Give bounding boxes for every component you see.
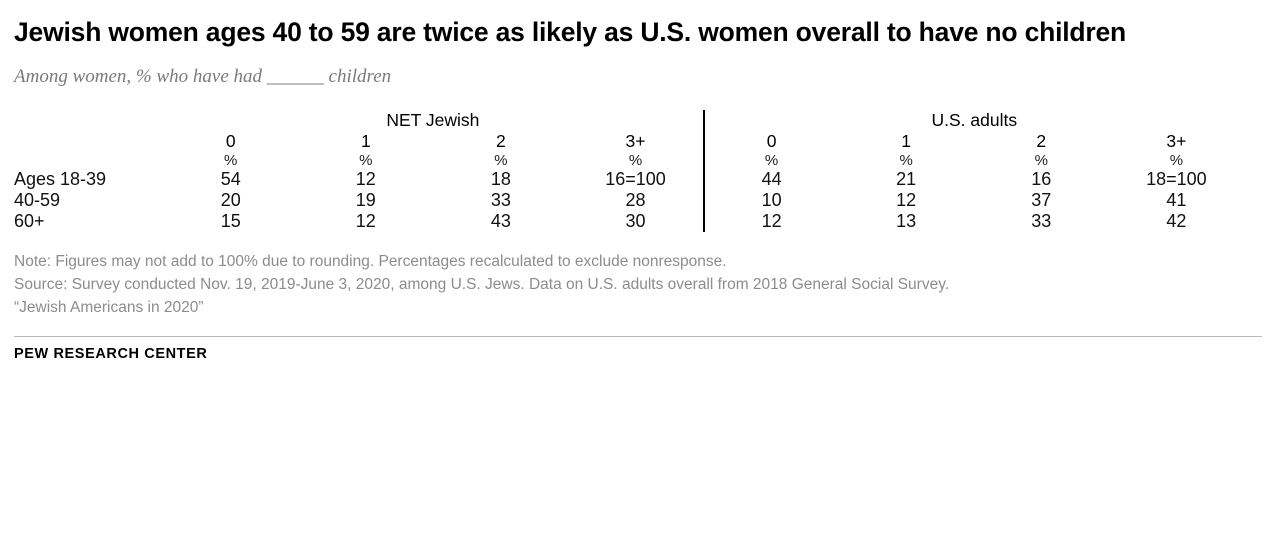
column-header-jewish-1: 1 bbox=[360, 130, 371, 151]
column-header-us-0: 0 bbox=[704, 131, 839, 152]
row-label: 40-59 bbox=[14, 189, 61, 210]
cell-jewish-0: 15 bbox=[220, 210, 241, 231]
cell-us-3plus: 41 bbox=[1166, 189, 1187, 210]
footer-divider bbox=[14, 336, 1262, 337]
chart-notes bbox=[14, 250, 1264, 320]
row-label: 60+ bbox=[14, 210, 45, 231]
row-label-header bbox=[14, 110, 163, 131]
cell-us-0: 10 bbox=[704, 190, 839, 211]
unit-jewish-1: % bbox=[359, 151, 373, 169]
cell-us-2: 33 bbox=[1031, 210, 1052, 231]
cell-us-1: 21 bbox=[896, 168, 917, 189]
unit-blank bbox=[14, 152, 163, 169]
cell-us-0: 12 bbox=[704, 211, 839, 232]
footer-brand: PEW RESEARCH CENTER bbox=[14, 345, 208, 362]
unit-us-3plus: % bbox=[1169, 151, 1184, 169]
column-header-us-2: 2 bbox=[1036, 130, 1047, 151]
group-header-net-jewish: NET Jewish bbox=[386, 109, 480, 130]
cell-jewish-2: 18 bbox=[490, 168, 511, 189]
cell-jewish-2: 43 bbox=[490, 210, 511, 231]
group-header-row bbox=[14, 110, 1244, 131]
note-text: Note: Figures may not add to 100% due to rounding. Percentages recalculated to exclude nonresponse. bbox=[14, 252, 727, 270]
unit-jewish-0: % bbox=[224, 151, 238, 169]
column-header-us-3plus: 3+ bbox=[1166, 130, 1187, 151]
cell-jewish-3plus: 30 bbox=[625, 210, 646, 231]
column-header-jewish-3plus: 3+ bbox=[625, 130, 646, 151]
cell-jewish-3plus: 16=100 bbox=[605, 168, 666, 189]
column-header-blank bbox=[14, 131, 163, 152]
column-header-jewish-2: 2 bbox=[496, 130, 506, 151]
cell-us-1: 12 bbox=[896, 189, 917, 210]
cell-jewish-2: 33 bbox=[490, 189, 511, 210]
column-header-us-1: 1 bbox=[901, 130, 912, 151]
unit-us-1: % bbox=[899, 151, 913, 169]
study-title: “Jewish Americans in 2020” bbox=[14, 299, 204, 317]
cell-us-1: 13 bbox=[896, 210, 917, 231]
cell-us-2: 37 bbox=[1031, 189, 1052, 210]
unit-us-0: % bbox=[704, 152, 839, 169]
table-row bbox=[14, 211, 1244, 232]
row-label: Ages 18-39 bbox=[14, 168, 107, 189]
unit-row bbox=[14, 152, 1244, 169]
cell-us-3plus: 42 bbox=[1166, 210, 1187, 231]
cell-jewish-1: 12 bbox=[355, 168, 376, 189]
cell-jewish-0: 54 bbox=[220, 168, 241, 189]
cell-us-2: 16 bbox=[1031, 168, 1052, 189]
unit-jewish-2: % bbox=[494, 151, 508, 169]
table-row bbox=[14, 190, 1244, 211]
cell-us-3plus: 18=100 bbox=[1146, 168, 1207, 189]
source-text: Source: Survey conducted Nov. 19, 2019-June 3, 2020, among U.S. Jews. Data on U.S. adults overall from 2018 General Social Survey. bbox=[14, 276, 950, 294]
cell-us-0: 44 bbox=[704, 169, 839, 190]
cell-jewish-1: 19 bbox=[355, 189, 376, 210]
column-header-jewish-0: 0 bbox=[225, 130, 236, 151]
table-row bbox=[14, 169, 1244, 190]
cell-jewish-3plus: 28 bbox=[625, 189, 646, 210]
unit-jewish-3plus: % bbox=[628, 151, 643, 169]
cell-jewish-1: 12 bbox=[355, 210, 376, 231]
data-table bbox=[14, 110, 1244, 232]
group-header-us-adults: U.S. adults bbox=[704, 110, 1244, 131]
unit-us-2: % bbox=[1034, 151, 1048, 169]
page-title: Jewish women ages 40 to 59 are twice as likely as U.S. women overall to have no children bbox=[14, 17, 1127, 47]
column-header-row bbox=[14, 131, 1244, 152]
chart-subtitle: Among women, % who have had ______ children bbox=[14, 65, 392, 87]
cell-jewish-0: 20 bbox=[220, 189, 241, 210]
